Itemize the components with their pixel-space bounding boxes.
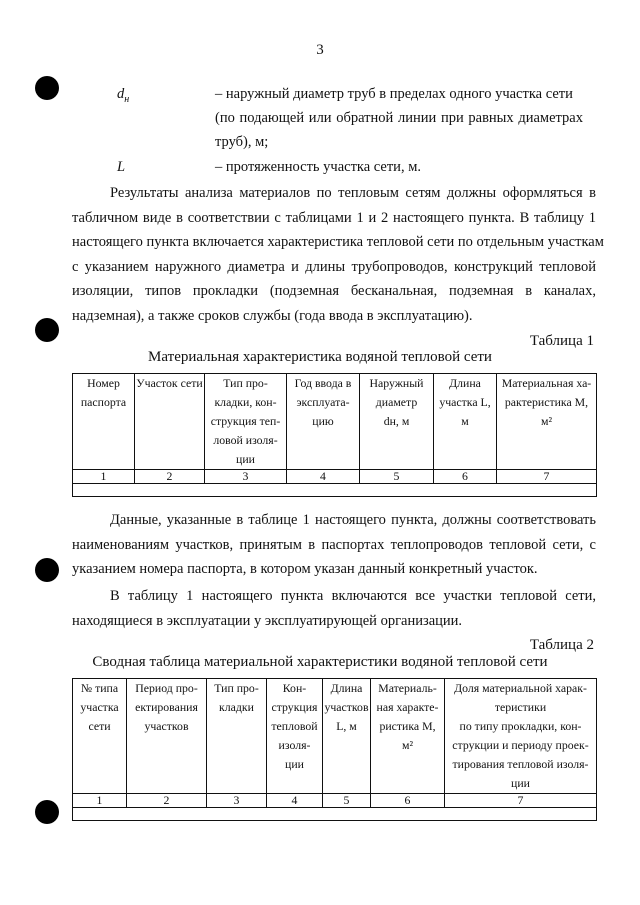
t1-header-section: Участок сети [135, 374, 205, 470]
definition-line: труб), м; [215, 134, 269, 150]
table-1 [72, 373, 597, 497]
t1-header-laying-type: Тип про- кладки, кон- струкция теп- ловой изоля- ции [205, 374, 287, 470]
t1-header-diameter: Наружный диаметр dн, м [360, 374, 434, 470]
table-2-header-row [73, 679, 597, 794]
paragraph-line: Результаты анализа материалов по тепловым сетям должны оформляться в [110, 185, 596, 201]
t1-col-number: 1 [73, 470, 135, 484]
definition-line: – наружный диаметр труб в пределах одного участка сети [215, 86, 573, 102]
definition-text-l: – протяженность участка сети, м. [215, 159, 421, 175]
definition-line: (по подающей или обратной линии при равных диаметрах [215, 110, 583, 126]
t2-header-material: Материаль- ная характе- ристика M, м² [371, 679, 445, 794]
table-1-label: Таблица 1 [529, 333, 594, 349]
t2-header-type-number: № типа участка сети [73, 679, 127, 794]
t1-empty-cell [73, 484, 597, 497]
paragraph-line: наименованиям участков, принятым в паспортах теплопроводов тепловой сети, с [72, 536, 596, 553]
definition-text-d [215, 82, 583, 154]
paragraph-line: находящиеся в эксплуатации у эксплуатирующей организации. [72, 612, 463, 629]
table-2-number-row [73, 794, 597, 808]
t1-col-number: 4 [287, 470, 360, 484]
paragraph-line: надземная), а также сроков службы (года ввода в эксплуатацию). [72, 307, 473, 324]
t1-col-number: 3 [205, 470, 287, 484]
binder-hole-1 [35, 76, 59, 100]
t2-header-share: Доля материальной харак- теристики по типу прокладки, кон- струкции и периоду проек- тирования тепловой изоля- ции [445, 679, 597, 794]
table-1-caption: Материальная характеристика водяной тепловой сети [148, 349, 492, 365]
t2-header-insulation: Кон- струкция тепловой изоля- ции [267, 679, 323, 794]
paragraph-3 [72, 584, 596, 633]
table-2 [72, 678, 597, 821]
definition-symbol-d: $d_н$ [117, 86, 130, 105]
paragraph-line: настоящего пункта включается характеристика тепловой сети по отдельным участкам [72, 234, 604, 251]
t1-header-passport: Номер паспорта [73, 374, 135, 470]
t2-col-number: 1 [73, 794, 127, 808]
paragraph-line: табличном виде в соответствии с таблицами 1 и 2 настоящего пункта. В таблицу 1 [72, 209, 596, 226]
t1-col-number: 6 [434, 470, 497, 484]
binder-hole-2 [35, 318, 59, 342]
definition-symbol-l: L [117, 159, 126, 175]
paragraph-line: Данные, указанные в таблице 1 настоящего пункта, должны соответствовать [110, 512, 596, 528]
t2-col-number: 5 [323, 794, 371, 808]
t2-col-number: 2 [127, 794, 207, 808]
page-number: 3 [316, 42, 324, 58]
table-1-header-row [73, 374, 597, 470]
t2-header-design-period: Период про- ектирования участков [127, 679, 207, 794]
binder-hole-3 [35, 558, 59, 582]
binder-hole-4 [35, 800, 59, 824]
paragraph-line: В таблицу 1 настоящего пункта включаются все участки тепловой сети, [110, 588, 596, 604]
t1-header-length: Длина участка L, м [434, 374, 497, 470]
table-1-empty-row [73, 484, 597, 497]
t2-col-number: 7 [445, 794, 597, 808]
t1-header-material: Материальная ха- рактеристика M, м² [497, 374, 597, 470]
paragraph-line: указанием номера паспорта, в котором указан данный конкретный участок. [72, 561, 538, 578]
table-2-empty-row [73, 808, 597, 821]
paragraph-line: изоляции, типов прокладки (подземная бесканальная, подземная в каналах, [72, 283, 596, 300]
table-2-label: Таблица 2 [529, 637, 594, 653]
t1-col-number: 2 [135, 470, 205, 484]
t2-col-number: 3 [207, 794, 267, 808]
t2-header-laying-type: Тип про- кладки [207, 679, 267, 794]
t2-col-number: 6 [371, 794, 445, 808]
table-2-caption: Сводная таблица материальной характеристики водяной тепловой сети [92, 654, 548, 670]
t1-col-number: 7 [497, 470, 597, 484]
t1-header-year: Год ввода в эксплуата- цию [287, 374, 360, 470]
paragraph-1 [72, 181, 604, 329]
paragraph-2 [72, 508, 596, 582]
table-1-number-row [73, 470, 597, 484]
t2-empty-cell [73, 808, 597, 821]
paragraph-line: с указанием наружного диаметра и длины трубопроводов, конструкций тепловой [72, 258, 596, 275]
t2-header-length: Длина участков L, м [323, 679, 371, 794]
t1-col-number: 5 [360, 470, 434, 484]
t2-col-number: 4 [267, 794, 323, 808]
